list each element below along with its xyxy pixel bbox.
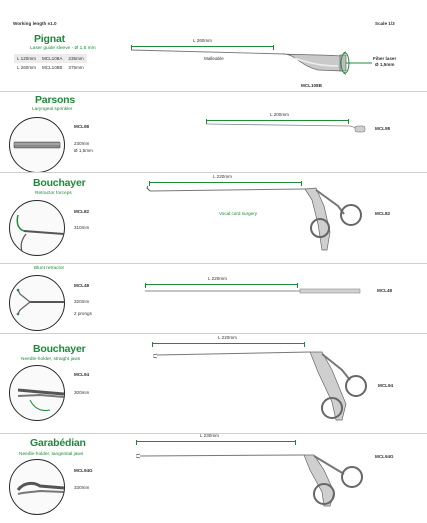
bouchayer-needle-holder-dim1: 300mm bbox=[74, 390, 90, 395]
pignat-title: Pignat bbox=[34, 33, 65, 45]
garabedian-length-label: L 230mm bbox=[200, 433, 219, 438]
working-length-note: Working length ±1.0 bbox=[13, 21, 57, 26]
parsons-title: Parsons bbox=[35, 94, 76, 106]
garabedian-subtitle: Needle-holder, tangential jaws bbox=[19, 452, 84, 457]
table-cell: 235mm bbox=[65, 54, 86, 63]
parsons-subtitle: Laryngeal sprinkler bbox=[32, 107, 73, 112]
parsons-ref-label: MCL98 bbox=[375, 126, 391, 131]
blunt-retractor-dim1: 320mm bbox=[74, 299, 90, 304]
blunt-retractor-length-label: L 220mm bbox=[208, 276, 227, 281]
bouchayer-needle-holder-length-label: L 220mm bbox=[218, 335, 237, 340]
parsons-ref-box: MCL98 bbox=[74, 124, 90, 129]
bouchayer-needle-holder-title: Bouchayer bbox=[33, 343, 86, 355]
table-cell: L 120mm bbox=[14, 54, 39, 63]
parsons-dim1: 230mm bbox=[74, 141, 90, 146]
bouchayer-needle-holder-ref-box: MCL94 bbox=[74, 372, 90, 377]
vocal-cord-surgery-note: Vocal cord surgery bbox=[219, 211, 258, 216]
parsons-dim2: Ø 1,5mm bbox=[74, 148, 93, 153]
blunt-retractor-ref-box: MCL48 bbox=[74, 283, 90, 288]
bouchayer-retractor-ref-label: MCL82 bbox=[375, 211, 391, 216]
pignat-fiber-size: Ø 1,5mm bbox=[375, 62, 395, 67]
garabedian-ref-box: MCL94G bbox=[74, 468, 93, 473]
blunt-retractor-ref-label: MCL48 bbox=[377, 288, 393, 293]
blunt-retractor-dim2: 2 prongs bbox=[74, 311, 92, 316]
bouchayer-retractor-length-label: L 220mm bbox=[213, 174, 232, 179]
pignat-ref-label: MCL108B bbox=[301, 83, 322, 88]
bouchayer-needle-holder-ref-label: MCL94 bbox=[378, 383, 394, 388]
table-cell: 375mm bbox=[68, 65, 84, 70]
pignat-length-label: L 260mm bbox=[193, 38, 212, 43]
scale-note: Scale 1/3 bbox=[375, 21, 395, 26]
blunt-retractor-subtitle: Blunt retractor bbox=[34, 266, 65, 271]
table-cell: MCL108A bbox=[39, 54, 65, 63]
parsons-length-label: L 200mm bbox=[270, 112, 289, 117]
table-cell: L 260mm bbox=[17, 65, 36, 70]
pignat-fiber-label: Fiber laser bbox=[373, 56, 397, 61]
bouchayer-retractor-subtitle: Retractor forceps bbox=[35, 191, 72, 196]
garabedian-title: Garabédian bbox=[30, 437, 86, 449]
garabedian-ref-label: MCL94G bbox=[375, 454, 394, 459]
pignat-malleable-label: Malleable bbox=[204, 56, 224, 61]
pignat-subtitle: Laser guide sleeve - Ø 1,5 mm bbox=[30, 46, 96, 51]
bouchayer-retractor-title: Bouchayer bbox=[33, 177, 86, 189]
table-cell: MCL108B bbox=[41, 65, 63, 70]
bouchayer-retractor-ref-box: MCL82 bbox=[74, 209, 90, 214]
bouchayer-retractor-dim1: 310mm bbox=[74, 225, 90, 230]
garabedian-dim1: 330mm bbox=[74, 485, 90, 490]
bouchayer-needle-holder-subtitle: Needle-holder, straight jaws bbox=[21, 357, 81, 362]
